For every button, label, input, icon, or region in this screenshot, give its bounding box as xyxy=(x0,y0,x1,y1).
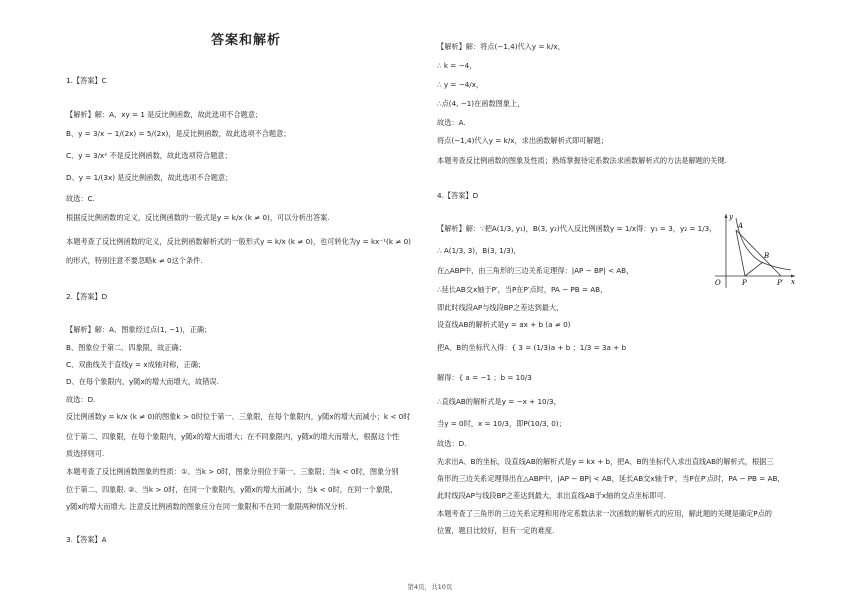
right-text-line: 位置，题目比较好，但有一定的难度. xyxy=(437,526,555,535)
left-text-line: 【解析】解：A、xy = 1 是反比例函数，故此选项不合题意； xyxy=(66,110,263,119)
right-text-line: 4.【答案】D xyxy=(437,191,479,200)
right-text-line: ∴ A(1/3, 3)，B(3, 1/3)， xyxy=(437,246,521,255)
y-axis-arrow xyxy=(725,214,728,218)
left-text-line: 2.【答案】D xyxy=(66,292,108,301)
left-text-line: 质选择则可. xyxy=(66,449,105,458)
left-text-line: D、y = 1/(3x) 是反比例函数，故此选项不合题意； xyxy=(66,173,233,182)
right-text-line: 本题考查反比例函数的图象及性质；熟练掌握待定系数法求函数解析式的方法是解题的关键. xyxy=(437,156,727,165)
right-text-line: 设直线AB的解析式是y = ax + b (a ≠ 0) xyxy=(437,320,571,329)
right-text-line: 在△ABP中，由三角形的三边关系定理得：|AP − BP| < AB， xyxy=(437,266,634,275)
left-text-line: 的形式，特别注意不要忽略k ≠ 0这个条件. xyxy=(66,256,203,265)
right-text-line: 角形的三边关系定理得出在△ABP中，|AP − BP| < AB，延长AB交x轴于P′，当P在P′点时，PA − PB = AB， xyxy=(437,474,785,483)
label-p-prime: P′ xyxy=(777,279,784,287)
label-x: x xyxy=(791,278,795,286)
label-y: y xyxy=(729,213,733,221)
label-a: A xyxy=(738,222,744,230)
left-text-line: B、图象位于第二、四象限，故正确； xyxy=(66,343,186,352)
label-o: O xyxy=(715,279,721,287)
right-text-line: 把A、B的坐标代入得：{ 3 = (1/3)a + b ；1/3 = 3a + b xyxy=(437,343,627,352)
left-text-line: 本题考查了反比例函数的定义，反比例函数解析式的一般形式y = k/x (k ≠ 0)，也可转化为y = kx⁻¹(k ≠ 0) xyxy=(66,237,411,246)
right-text-line: 解得：{ a = −1 ；b = 10/3 xyxy=(437,373,532,382)
label-p: P xyxy=(742,279,747,287)
right-text-line: 当y = 0时，x = 10/3，即P(10/3, 0)； xyxy=(437,419,566,428)
right-text-line: 本题考查了三角形的三边关系定理和用待定系数法求一次函数的解析式的应用，解此题的关键是确定P点的 xyxy=(437,509,772,518)
left-text-line: 反比例函数y = k/x (k ≠ 0)的图象k > 0时位于第一、三象限，在每个象限内，y随x的增大而减小；k < 0时 xyxy=(66,412,411,421)
right-text-line: ∴ k = −4， xyxy=(437,61,477,70)
page-title: 答案和解析 xyxy=(210,33,281,48)
right-text-line: 故选：A. xyxy=(437,118,466,127)
right-text-line: 先求出A、B的坐标，设直线AB的解析式是y = kx + b，把A、B的坐标代入求出直线AB的解析式，根据三 xyxy=(437,457,774,466)
page-footer: 第4页，共10页 xyxy=(407,583,453,591)
segment-ab-extended xyxy=(736,230,781,276)
right-text-line: 此时线段AP与线段BP之差达到最大，求出直线AB于x轴的交点坐标即可. xyxy=(437,491,666,500)
right-text-line: 将点(−1,4)代入y = k/x，求出函数解析式即可解题； xyxy=(437,136,608,145)
segment-bp xyxy=(745,262,763,276)
hyperbola-curve xyxy=(736,218,791,270)
left-text-line: 3.【答案】A xyxy=(66,535,107,544)
right-text-line: ∴延长AB交x轴于P′，当P在P′点时，PA − PB = AB， xyxy=(437,285,608,294)
right-text-line: 【解析】解：∵把A(1/3, y₁)，B(3, y₂)代入反比例函数y = 1/x得：y₁ = 3，y₂ = 1/3， xyxy=(437,224,717,233)
right-text-line: 即此时线段AP与线段BP之差达到最大， xyxy=(437,303,564,312)
left-text-line: 位于第二、四象限. ②、当k > 0时，在同一个象限内，y随x的增大而减小；当k < 0时，在同一个象限， xyxy=(66,485,398,494)
right-text-line: ∴ y = −4/x， xyxy=(437,80,484,89)
left-text-line: 故选：D. xyxy=(66,395,96,404)
left-text-line: B、y = 3/x − 1/(2x) = 5/(2x)，是反比例函数，故此选项不合题意； xyxy=(66,129,291,138)
left-text-line: 故选：C. xyxy=(66,194,95,203)
right-text-line: 故选：D. xyxy=(437,439,467,448)
left-text-line: 位于第二、四象限，在每个象限内，y随x的增大而增大；在不同象限内，y随x的增大而增大，根据这个性 xyxy=(66,432,400,441)
left-text-line: C、y = 3/x² 不是反比例函数，故此选项符合题意； xyxy=(66,151,232,160)
left-text-line: D、在每个象限内，y随x的增大而增大，故错误. xyxy=(66,377,219,386)
left-text-line: 根据反比例函数的定义，反比例函数的一般式是y = k/x (k ≠ 0)，可以分析出答案. xyxy=(66,213,330,222)
geometry-figure xyxy=(705,210,797,290)
left-text-line: 【解析】解：A、图象经过点(1, −1)，正确； xyxy=(66,325,212,334)
right-text-line: ∴点(4, −1)在函数图象上， xyxy=(437,99,525,108)
left-text-line: 本题考查了反比例函数图象的性质：①、当k > 0时，图象分别位于第一、三象限；当k < 0时，图象分别 xyxy=(66,467,399,476)
right-text-line: ∴直线AB的解析式是y = −x + 10/3， xyxy=(437,397,561,406)
left-text-line: 1.【答案】C xyxy=(66,76,107,85)
left-text-line: y随x的增大而增大. 注意反比例函数的图象应分在同一象限和不在同一象限两种情况分析. xyxy=(66,502,348,511)
label-b: B xyxy=(764,252,770,260)
right-text-line: 【解析】解：将点(−1,4)代入y = k/x， xyxy=(437,42,565,51)
left-text-line: C、双曲线关于直线y = x成轴对称，正确； xyxy=(66,360,206,369)
